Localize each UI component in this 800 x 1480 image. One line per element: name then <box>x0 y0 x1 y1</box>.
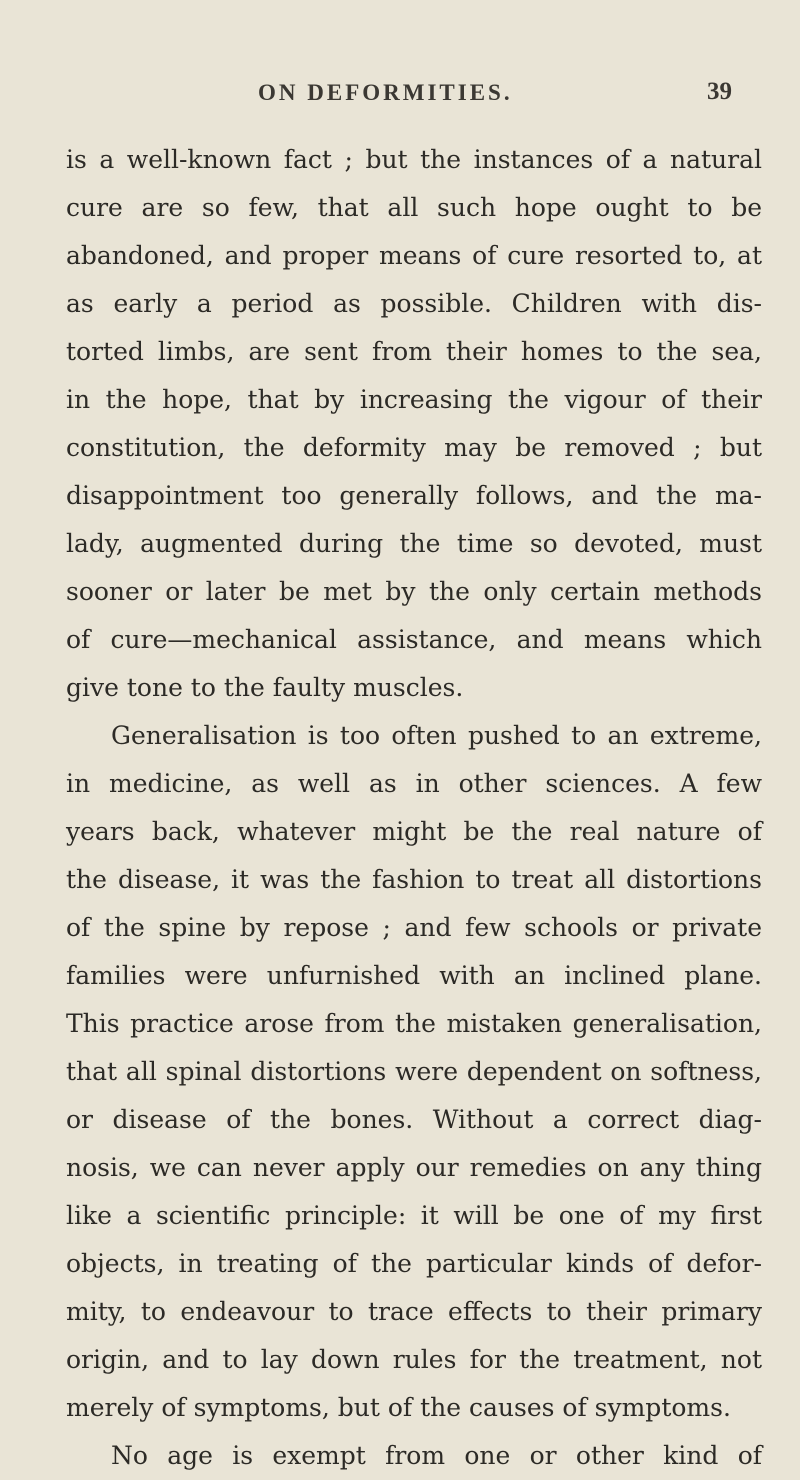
text-line: in medicine, as well as in other sciences. A few <box>66 769 762 798</box>
text-line: or disease of the bones. Without a correct diag- <box>66 1105 762 1134</box>
text-line: of cure—mechanical assistance, and means which <box>66 625 762 654</box>
paragraph-end-line: merely of symptoms, but of the causes of symptoms. <box>66 1393 731 1422</box>
text-line: the disease, it was the fashion to treat all distortions <box>66 865 762 894</box>
running-title: ON DEFORMITIES. <box>258 80 513 105</box>
page-number: 39 <box>707 78 732 105</box>
paragraph-start-line: No age is exempt from one or other kind of <box>111 1441 762 1470</box>
text-line: nosis, we can never apply our remedies on any thing <box>66 1153 762 1182</box>
text-line: constitution, the deformity may be removed ; but <box>66 433 762 462</box>
text-line: that all spinal distortions were dependent on softness, <box>66 1057 762 1086</box>
text-line: This practice arose from the mistaken generalisation, <box>66 1009 762 1038</box>
text-line: disappointment too generally follows, and the ma- <box>66 481 762 510</box>
text-line: in the hope, that by increasing the vigour of their <box>66 385 762 414</box>
text-line: like a scientific principle: it will be one of my first <box>66 1201 762 1230</box>
text-line: sooner or later be met by the only certain methods <box>66 577 762 606</box>
text-line: abandoned, and proper means of cure resorted to, at <box>66 241 762 270</box>
text-line: as early a period as possible. Children with dis- <box>66 289 762 318</box>
text-line: is a well-known fact ; but the instances of a natural <box>66 145 762 174</box>
text-line: mity, to endeavour to trace effects to their primary <box>66 1297 762 1326</box>
body-text <box>66 136 762 1480</box>
text-line: origin, and to lay down rules for the treatment, not <box>66 1345 762 1374</box>
text-line: objects, in treating of the particular kinds of defor- <box>66 1249 762 1278</box>
text-line: cure are so few, that all such hope ought to be <box>66 193 762 222</box>
text-line: lady, augmented during the time so devoted, must <box>66 529 762 558</box>
text-line: families were unfurnished with an inclined plane. <box>66 961 762 990</box>
paragraph-start-line: Generalisation is too often pushed to an extreme, <box>111 721 762 750</box>
text-line: of the spine by repose ; and few schools or private <box>66 913 762 942</box>
paragraph-end-line: give tone to the faulty muscles. <box>66 673 464 702</box>
text-line: years back, whatever might be the real nature of <box>66 817 762 846</box>
text-line: torted limbs, are sent from their homes to the sea, <box>66 337 762 366</box>
